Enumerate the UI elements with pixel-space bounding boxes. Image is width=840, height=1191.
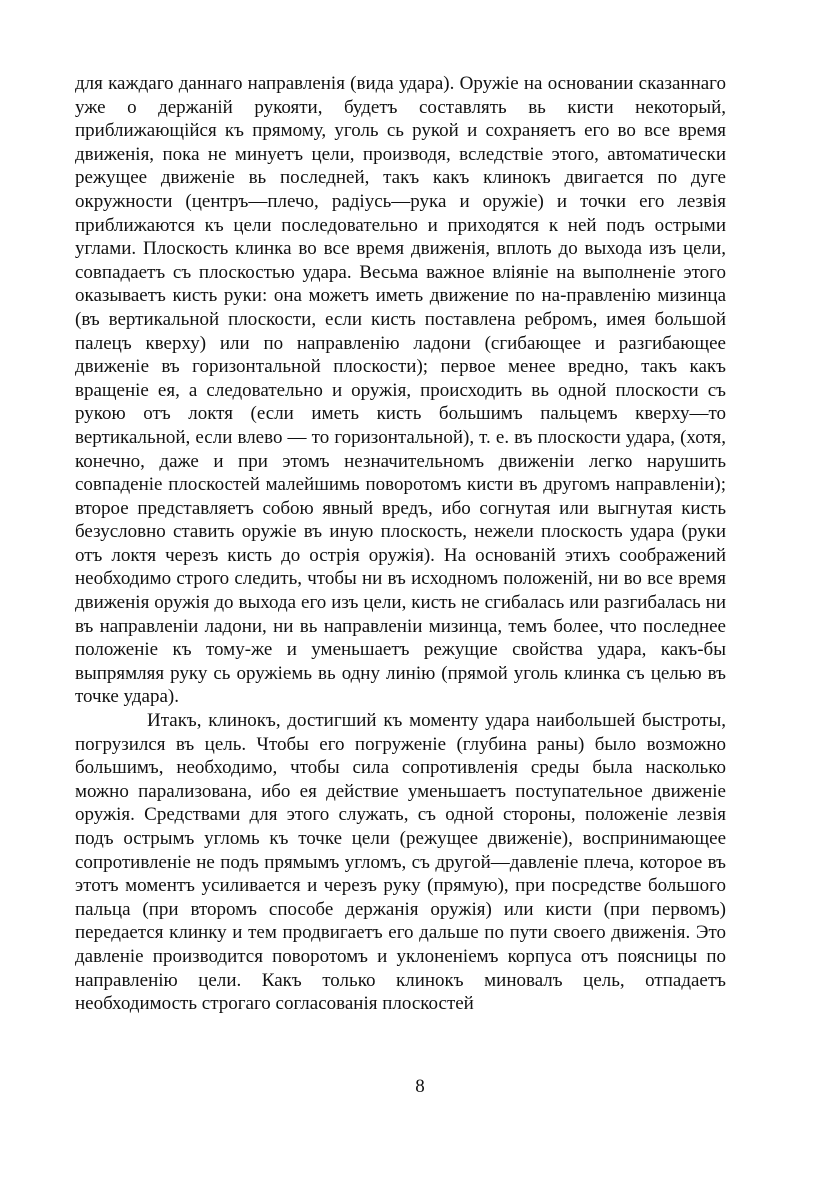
page-number: 8 — [415, 1076, 425, 1097]
paragraph-1: для каждаго даннаго направленія (вида удара). Оружіе на основании сказаннаго уже о держаній рукояти, будетъ составлять вь кисти некоторый, приближающійся къ прямому, уголь сь рукой и сохраняетъ его во все время движенія, пока не минуетъ цели, производя, вследствіе этого, автоматически режущее движеніе вь последней, такъ какъ клинокъ двигается по дуге окружности (центръ—плечо, радіусь—рука и оружіе) и точки его лезвія приближаются къ цели последовательно и приходятся к ней подъ острыми углами. Плоскость клинка во все время движенія, вплоть до выхода изъ цели, совпадаетъ съ плоскостью удара. Весьма важное вліяніе на выполненіе этого оказываетъ кисть руки: она можетъ иметь движение по на-правленію мизинца (въ вертикальной плоскости, если кисть поставлена ребромъ, имея большой палецъ кверху) или по направленію ладони (сгибающее и разгибающее движеніе въ горизонтальной плоскости); первое менее вредно, такъ какъ вращеніе ея, а следовательно и оружія, происходить вь одной плоскости съ рукою отъ локтя (если иметь кисть большимъ пальцемъ кверху—то вертикальной, если влево — то горизонтальной), т. е. въ плоскости удара, (хотя, конечно, даже и при этомъ незначительномъ движеніи легко нарушить совпаденіе плоскостей малейшимь поворотомъ кисти въ другомъ направленіи); второе представляетъ собою явный вредъ, ибо согнутая или выгнутая кисть безусловно ставить оружіе въ иную плоскость, нежели плоскость удара (руки отъ локтя черезъ кисть до острія оружія). На основаній этихъ соображений необходимо строго следить, чтобы ни въ исходномъ положеній, ни во все время движенія оружія до выхода его изъ цели, кисть не сгибалась или разгибалась ни въ направленіи ладони, ни вь направленіи мизинца, темъ более, что последнее положеніе къ тому-же и уменьшаетъ режущие свойства удара, какъ-бы выпрямляя руку сь оружіемь вь одну линію (прямой уголь клинка съ целью въ точке удара). — [75, 73, 726, 708]
page-body — [75, 72, 726, 1016]
paragraph-2: Итакъ, клинокъ, достигший къ моменту удара наибольшей быстроты, погрузился въ цель. Чтобы его погруженіе (глубина раны) было возможно большимъ, необходимо, чтобы сила сопротивленія среды была насколько можно парализована, ибо ея действие уменьшаетъ поступательное движеніе оружія. Средствами для этого служать, съ одной стороны, положеніе лезвія подъ острымъ угломь къ точке цели (режущее движеніе), воспринимающее сопротивленіе не подъ прямымъ угломъ, съ другой—давленіе плеча, которое въ этотъ моментъ усиливается и черезъ руку (прямую), при посредстве большого пальца (при второмъ способе держанія оружія) или кисти (при первомъ) передается клинку и тем продвигаетъ его дальше по пути своего движенія. Это давленіе производится поворотомъ и уклоненіемъ корпуса отъ поясницы по направленію цели. Какъ только клинокъ миновалъ цель, отпадаетъ необходимость строгаго согласованія плоскостей — [75, 710, 726, 1015]
